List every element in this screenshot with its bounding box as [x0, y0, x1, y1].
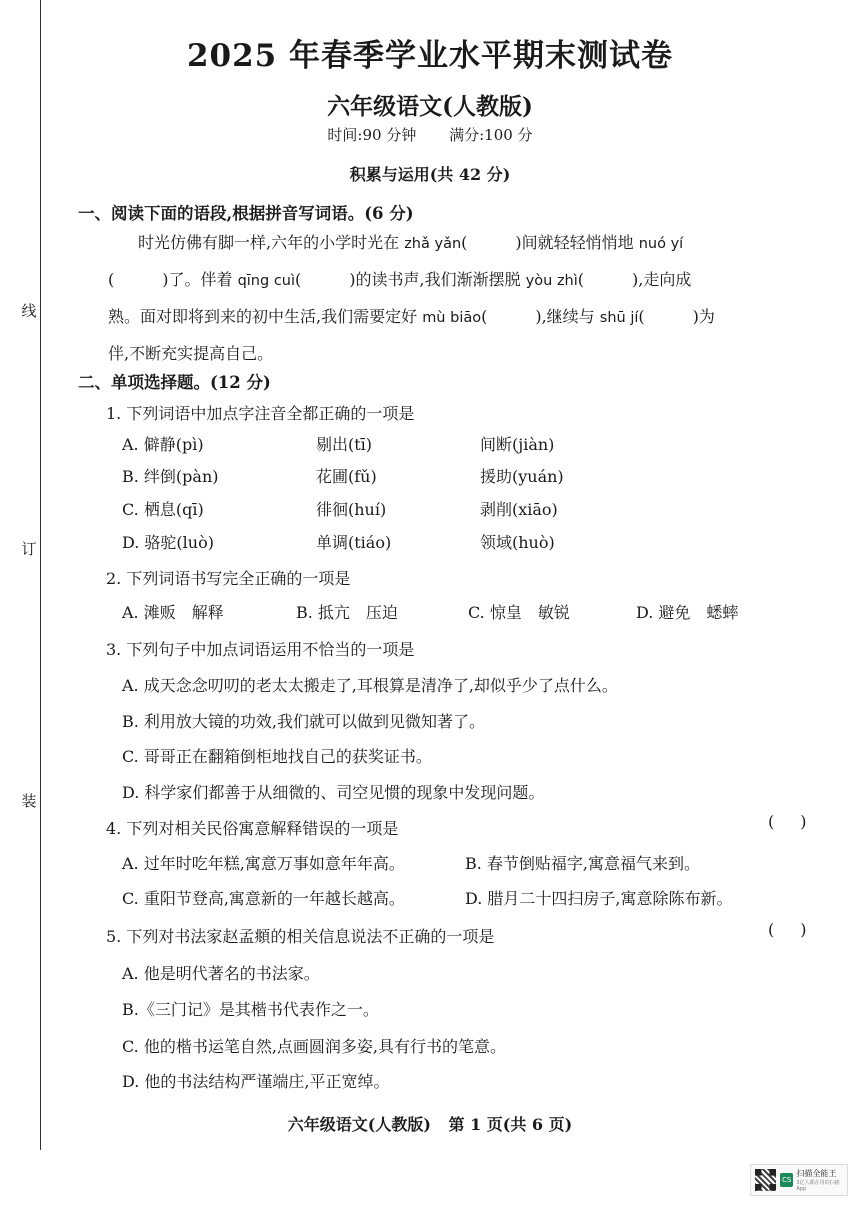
pinyin: qīng cuì	[237, 273, 296, 289]
q2-option-d: D. 避免 蟋蟀	[636, 603, 739, 622]
q4-answer-blank: ()	[768, 812, 833, 831]
q1-row-a-col3: 间断(jiàn)	[480, 435, 555, 454]
section2-heading: 二、单项选择题。(12 分)	[78, 373, 271, 392]
q2-option-a: A. 滩贩 解释	[122, 603, 224, 622]
question-1-stem: 1. 下列词语中加点字注音全都正确的一项是	[106, 404, 415, 423]
q5-option-c: C. 他的楷书运笔自然,点画圆润多姿,具有行书的笔意。	[122, 1037, 507, 1056]
q5-option-b: B.《三门记》是其楷书代表作之一。	[122, 1000, 379, 1019]
question-5-stem: 5. 下列对书法家赵孟頫的相关信息说法不正确的一项是	[106, 927, 495, 946]
question-3-stem: 3. 下列句子中加点词语运用不恰当的一项是	[106, 640, 415, 659]
q2-option-c: C. 惊皇 敏锐	[468, 603, 570, 622]
watermark-brand: 扫描全能王	[796, 1169, 837, 1178]
passage-line: 伴,不断充实提高自己。	[108, 344, 274, 363]
q1-row-d-col1: D. 骆驼(luò)	[122, 533, 214, 552]
q3-option-a: A. 成天念念叨叨的老太太搬走了,耳根算是清净了,却似乎少了点什么。	[122, 676, 618, 695]
question-4-stem: 4. 下列对相关民俗寓意解释错误的一项是	[106, 819, 399, 838]
full-score: 满分:100 分	[449, 126, 533, 144]
pinyin: mù biāo	[422, 310, 482, 326]
q2-option-b: B. 抵亢 压迫	[296, 603, 398, 622]
passage-line: ( )了。伴着 qīng cuì( )的读书声,我们渐渐摆脱 yòu zhì( ),走向成	[108, 270, 692, 289]
exam-subtitle: 六年级语文(人教版)	[327, 93, 533, 120]
pinyin: nuó yí	[638, 236, 684, 252]
section1-passage	[108, 225, 823, 371]
watermark-tagline: 3亿人都在用的扫描App	[796, 1180, 840, 1192]
q3-option-d: D. 科学家们都善于从细微的、司空见惯的现象中发现问题。	[122, 783, 545, 802]
exam-title: 2025 年春季学业水平期末测试卷	[186, 38, 674, 74]
time-limit: 时间:90 分钟	[327, 126, 417, 144]
scanner-watermark	[750, 1164, 848, 1196]
camscanner-logo-icon: CS	[780, 1173, 793, 1187]
question-2-stem: 2. 下列词语书写完全正确的一项是	[106, 569, 351, 588]
exam-meta	[0, 124, 860, 145]
q1-row-c-col2: 徘徊(huí)	[316, 500, 387, 519]
q1-row-c-col3: 剥削(xiāo)	[480, 500, 558, 519]
q1-row-d-col2: 单调(tiáo)	[316, 533, 392, 552]
q4-option-c: C. 重阳节登高,寓意新的一年越长越高。	[122, 889, 405, 908]
passage-line: 熟。面对即将到来的初中生活,我们需要定好 mù biāo( ),继续与 shū jí( )为	[108, 307, 715, 326]
q4-option-a: A. 过年时吃年糕,寓意万事如意年年高。	[122, 854, 405, 873]
q1-row-c-col1: C. 栖息(qī)	[122, 500, 204, 519]
q1-row-b-col1: B. 绊倒(pàn)	[122, 467, 219, 486]
q1-row-a-col1: A. 僻静(pì)	[122, 435, 204, 454]
q4-option-b: B. 春节倒贴福字,寓意福气来到。	[465, 854, 701, 873]
q1-row-a-col2: 剔出(tī)	[316, 435, 373, 454]
binding-mark-xian: 线	[21, 302, 37, 320]
part-heading: 积累与运用(共 42 分)	[349, 165, 511, 184]
page-footer	[0, 1112, 860, 1135]
section1-heading: 一、阅读下面的语段,根据拼音写词语。(6 分)	[78, 204, 414, 223]
q1-row-b-col3: 援助(yuán)	[480, 467, 564, 486]
q4-option-d: D. 腊月二十四扫房子,寓意除陈布新。	[465, 889, 733, 908]
footer-label: 六年级语文(人教版)	[287, 1115, 431, 1134]
binding-mark-ding: 订	[21, 540, 37, 558]
q1-row-b-col2: 花圃(fǔ)	[316, 467, 377, 486]
pinyin: zhǎ yǎn	[404, 236, 462, 252]
q5-option-a: A. 他是明代著名的书法家。	[122, 964, 320, 983]
pinyin: yòu zhì	[525, 273, 578, 289]
qr-code-icon	[755, 1169, 776, 1191]
binding-mark-zhuang: 装	[21, 792, 37, 810]
pinyin: shū jí	[599, 310, 639, 326]
passage-line: 时光仿佛有脚一样,六年的小学时光在 zhǎ yǎn( )间就轻轻悄悄地 nuó yí	[138, 233, 684, 252]
q1-row-d-col3: 领域(huò)	[480, 533, 555, 552]
page-number: 第 1 页(共 6 页)	[448, 1115, 573, 1134]
q3-option-b: B. 利用放大镜的功效,我们就可以做到见微知著了。	[122, 712, 486, 731]
q3-option-c: C. 哥哥正在翻箱倒柜地找自己的获奖证书。	[122, 747, 432, 766]
q5-answer-blank: ()	[768, 920, 833, 939]
q5-option-d: D. 他的书法结构严谨端庄,平正宽绰。	[122, 1072, 390, 1091]
